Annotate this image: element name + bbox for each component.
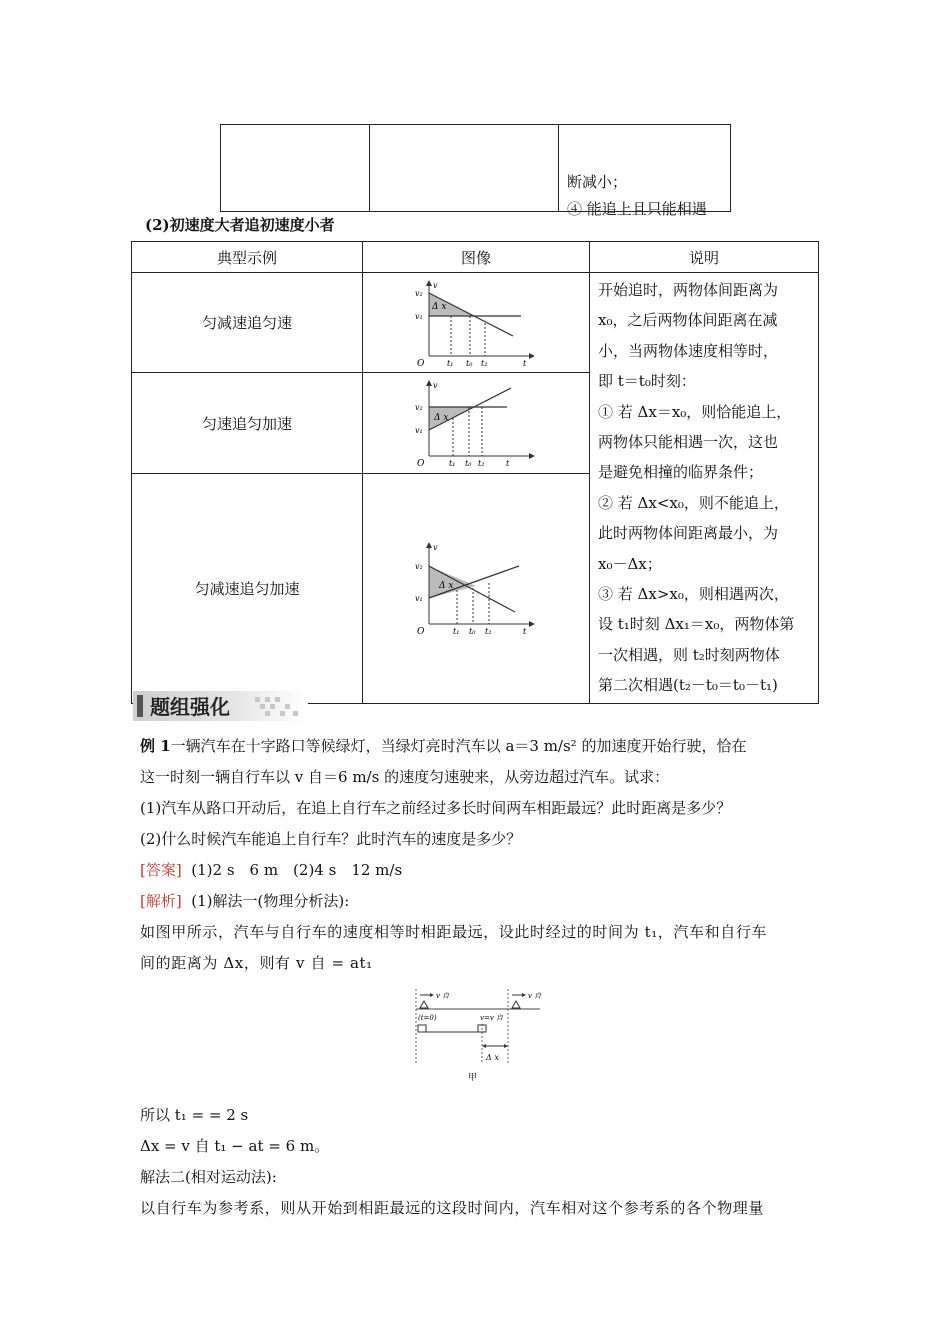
desc-line: ③ 若 Δx>x₀，则相遇两次， <box>598 585 789 604</box>
t0-label: t₀ <box>469 627 476 637</box>
desc-line: x₀，之后两物体间距离在减 <box>598 311 778 330</box>
pursuit-table <box>131 241 819 704</box>
bicycle-right <box>512 1001 520 1008</box>
v-axis-arrow <box>426 380 432 386</box>
v-axis-arrow <box>426 542 432 548</box>
fig-caption: 甲 <box>468 1073 478 1083</box>
banner-background <box>133 691 308 721</box>
v1-label: v₁ <box>415 311 423 321</box>
top-table <box>220 124 731 218</box>
graph-uniform-vs-accel <box>411 378 541 468</box>
dx-label: Δ x <box>434 413 449 424</box>
header-example: 典型示例 <box>132 242 363 273</box>
example-line-1 <box>140 735 746 756</box>
body-para-1: 如图甲所示，汽车与自行车的速度相等时相距最远，设此时经过的时间为 t₁，汽车和自行车 <box>140 923 768 941</box>
t-axis-arrow <box>529 453 535 459</box>
graph-decel-vs-uniform <box>411 278 541 368</box>
graph-decel-vs-accel <box>411 538 541 638</box>
graph-cell-1 <box>363 273 590 373</box>
graph-cell-2 <box>363 373 590 473</box>
body-para-6: 以自行车为参考系，则从开始到相距最远的这段时间内，汽车相对这个参考系的各个物理量 <box>140 1199 765 1217</box>
top-table-cell-2 <box>370 125 559 212</box>
top-table-cell-3 <box>559 125 731 218</box>
desc-line: ② 若 Δx<x₀，则不能追上， <box>598 493 789 512</box>
v2-label: v₂ <box>415 403 423 413</box>
figure-jia <box>408 984 548 1084</box>
t1-label: t₁ <box>449 459 456 469</box>
top-table-cell-1 <box>221 125 370 212</box>
banner-text: 题组强化 <box>150 695 230 719</box>
arrow-left-head <box>430 993 434 997</box>
v2-label: v₂ <box>415 288 423 298</box>
v1-label: v₁ <box>415 426 423 436</box>
fig-v-left: v 自 <box>436 992 450 1000</box>
analysis-tag: [解析] <box>140 892 182 910</box>
header-description: 说明 <box>590 242 819 273</box>
origin-label: O <box>417 358 425 368</box>
desc-line: 即 t＝t₀时刻： <box>598 372 696 391</box>
answer-text: (1)2 s 6 m (2)4 s 12 m/s <box>191 861 403 879</box>
desc-line: ① 若 Δx＝x₀，则恰能追上， <box>598 402 792 421</box>
desc-line: 此时两物体间距离最小，为 <box>598 524 779 543</box>
top-cell-line-2: ④ 能追上且只能相遇 <box>567 200 707 218</box>
section-title: (2)初速度大者追初速度小者 <box>145 216 335 234</box>
t2-label: t₂ <box>478 459 485 469</box>
t-label: t <box>506 459 510 469</box>
body-para-4: Δx = v 自 t₁ − at = 6 m。 <box>140 1137 330 1155</box>
answer-tag: [答案] <box>140 861 182 879</box>
dx-arrow-left-head <box>482 1044 486 1048</box>
body-para-2: 间的距离为 Δx，则有 v 自 = at₁ <box>140 954 373 972</box>
fig-t0: (t=0) <box>418 1014 437 1022</box>
origin-label: O <box>417 627 425 638</box>
answer-line <box>140 859 402 880</box>
question-2: (2)什么时候汽车能追上自行车？此时汽车的速度是多少？ <box>140 830 522 848</box>
t2-label: t₂ <box>481 358 488 368</box>
desc-line: 两物体只能相遇一次，这也 <box>598 433 779 452</box>
dx-arrow-right-head <box>504 1044 508 1048</box>
desc-line: 设 t₁时刻 Δx₁＝x₀，两物体第 <box>598 615 795 634</box>
dx-label: Δ x <box>432 301 447 312</box>
v-label: v <box>433 280 438 290</box>
t1-label: t₁ <box>453 627 460 637</box>
arrow-right-head <box>522 993 526 997</box>
t-label: t <box>523 358 527 368</box>
desc-line: 一次相遇，则 t₂时刻两物体 <box>598 645 780 664</box>
analysis-line <box>140 890 349 911</box>
desc-line: 小，当两物体速度相等时， <box>598 341 779 360</box>
t0-label: t₀ <box>465 459 472 469</box>
v-label: v <box>433 543 438 553</box>
v-label: v <box>433 381 438 391</box>
analysis-text: (1)解法一(物理分析法): <box>191 892 350 910</box>
t2-label: t₂ <box>485 627 492 637</box>
t1-label: t₁ <box>447 358 454 368</box>
desc-line: x₀－Δx； <box>598 554 662 573</box>
body-para-3: 所以 t₁ = = 2 s <box>140 1106 249 1124</box>
section-banner <box>133 691 308 721</box>
graph-cell-3 <box>363 473 590 703</box>
example-line-2: 这一时刻一辆自行车以 v 自＝6 m/s 的速度匀速驶来，从旁边超过汽车。试求： <box>140 768 670 786</box>
header-graph: 图像 <box>363 242 590 273</box>
desc-line: 第二次相遇(t₂－t₀＝t₀－t₁) <box>598 676 778 695</box>
v1-label: v₁ <box>415 594 423 604</box>
origin-label: O <box>417 459 425 469</box>
t-axis-arrow <box>529 353 535 359</box>
v2-label: v₂ <box>415 562 423 572</box>
row-example-1: 匀减速追匀速 <box>132 273 363 373</box>
fig-veq: v=v 自 <box>480 1014 503 1022</box>
top-cell-line-1: 断减小； <box>567 173 628 191</box>
t-axis-arrow <box>529 621 535 627</box>
fig-dx: Δ x <box>486 1053 499 1062</box>
t-label: t <box>523 627 527 637</box>
description-cell <box>590 273 819 704</box>
bicycle-left <box>420 1001 428 1008</box>
question-1: (1)汽车从路口开动后，在追上自行车之前经过多长时间两车相距最远？此时距离是多少？ <box>140 799 732 817</box>
desc-line: 开始追时，两物体间距离为 <box>598 281 779 299</box>
car-start <box>418 1025 426 1032</box>
t0-label: t₀ <box>466 358 473 368</box>
desc-line: 是避免相撞的临界条件； <box>598 463 764 482</box>
example-label: 例 1 <box>140 737 171 755</box>
dx-label: Δ x <box>439 581 454 592</box>
body-para-5: 解法二(相对运动法): <box>140 1168 277 1186</box>
example-text-1: 一辆汽车在十字路口等候绿灯，当绿灯亮时汽车以 a＝3 m/s² 的加速度开始行驶，恰在 <box>170 737 747 755</box>
fig-v-right: v 自 <box>528 992 542 1000</box>
row-example-2: 匀速追匀加速 <box>132 373 363 473</box>
row-example-3: 匀减速追匀加速 <box>132 473 363 703</box>
v-axis-arrow <box>426 280 432 286</box>
